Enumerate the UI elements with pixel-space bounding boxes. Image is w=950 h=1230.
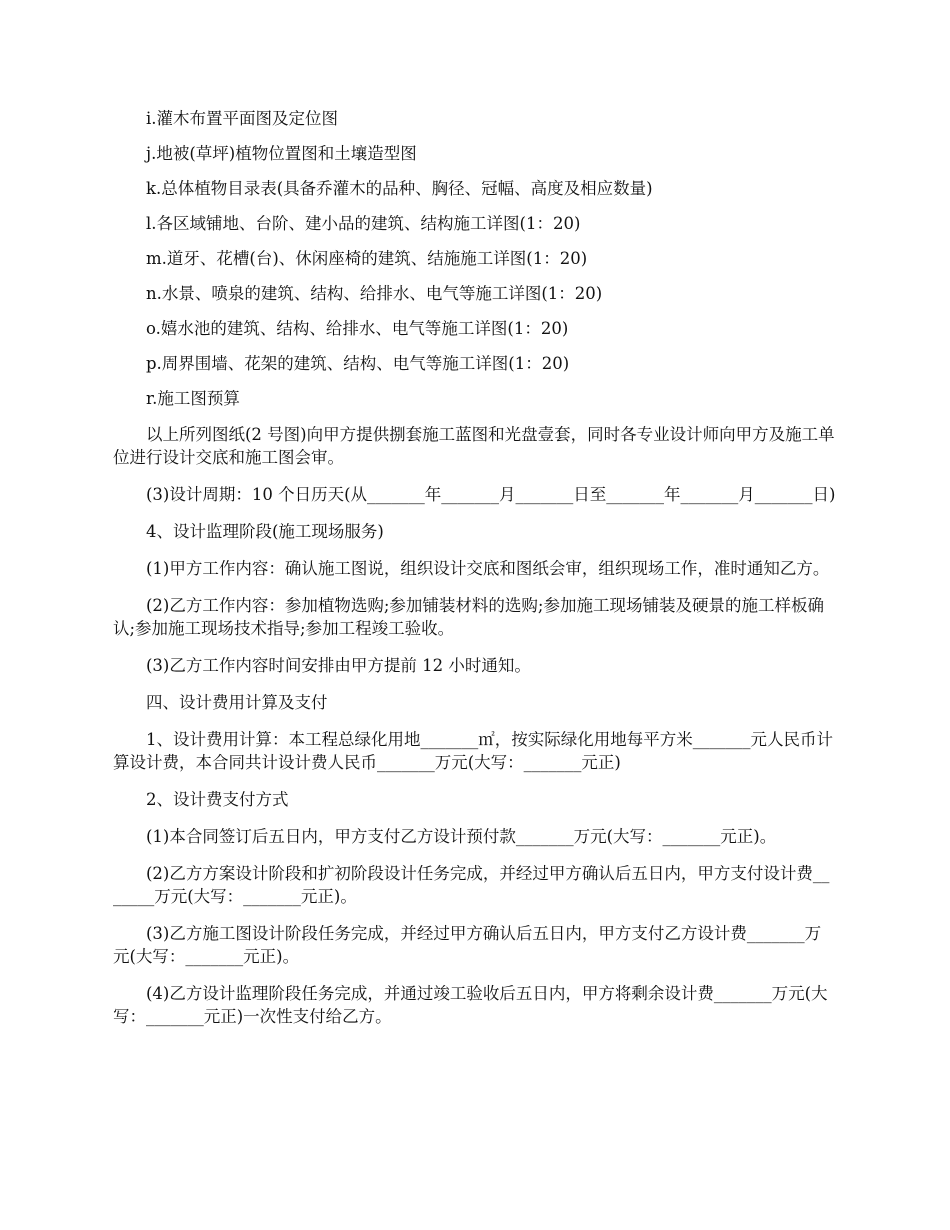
paragraph: (2)乙方方案设计阶段和扩初阶段设计任务完成，并经过甲方确认后五日内，甲方支付设计费_______万元(大写：_______元正)。 — [113, 864, 830, 906]
paragraph: l.各区域铺地、台阶、建小品的建筑、结构施工详图(1：20) — [146, 214, 581, 233]
paragraph: (4)乙方设计监理阶段任务完成，并通过竣工验收后五日内，甲方将剩余设计费_______万元(大写：_______元正)一次性支付给乙方。 — [113, 984, 828, 1026]
document-body — [113, 107, 837, 1028]
paragraph: (3)乙方施工图设计阶段任务完成，并经过甲方确认后五日内，甲方支付乙方设计费_______万元(大写：_______元正)。 — [113, 924, 822, 966]
paragraph: 以上所列图纸(2 号图)向甲方提供捌套施工蓝图和光盘壹套，同时各专业设计师向甲方及施工单位进行设计交底和施工图会审。 — [113, 425, 835, 467]
paragraph: (1)甲方工作内容：确认施工图说，组织设计交底和图纸会审，组织现场工作，准时通知乙方。 — [146, 559, 830, 578]
paragraph: i.灌木布置平面图及定位图 — [146, 109, 339, 128]
paragraph: n.水景、喷泉的建筑、结构、给排水、电气等施工详图(1：20) — [146, 284, 603, 303]
paragraph: (1)本合同签订后五日内，甲方支付乙方设计预付款_______万元(大写：_______元正)。 — [146, 827, 777, 846]
paragraph: (3)乙方工作内容时间安排由甲方提前 12 小时通知。 — [146, 656, 531, 675]
paragraph: (3)设计周期：10 个日历天(从_______年_______月_______日至_______年_______月_______日) — [146, 485, 836, 504]
paragraph: j.地被(草坪)植物位置图和土壤造型图 — [146, 144, 417, 163]
paragraph: m.道牙、花槽(台)、休闲座椅的建筑、结施施工详图(1：20) — [146, 249, 588, 268]
section-heading: 2、设计费支付方式 — [146, 790, 289, 809]
paragraph: (2)乙方工作内容：参加植物选购;参加铺装材料的选购;参加施工现场铺装及硬景的施工样板确认;参加施工现场技术指导;参加工程竣工验收。 — [113, 596, 824, 638]
section-heading: 4、设计监理阶段(施工现场服务) — [146, 522, 384, 541]
section-heading: 四、设计费用计算及支付 — [146, 693, 328, 712]
paragraph: r.施工图预算 — [146, 389, 240, 408]
paragraph: k.总体植物目录表(具备乔灌木的品种、胸径、冠幅、高度及相应数量) — [146, 179, 653, 198]
paragraph: o.嬉水池的建筑、结构、给排水、电气等施工详图(1：20) — [146, 319, 569, 338]
paragraph: p.周界围墙、花架的建筑、结构、电气等施工详图(1：20) — [146, 354, 570, 373]
paragraph: 1、设计费用计算：本工程总绿化用地_______㎡，按实际绿化用地每平方米_______元人民币计算设计费，本合同共计设计费人民币_______万元(大写：_______元正) — [113, 730, 833, 772]
